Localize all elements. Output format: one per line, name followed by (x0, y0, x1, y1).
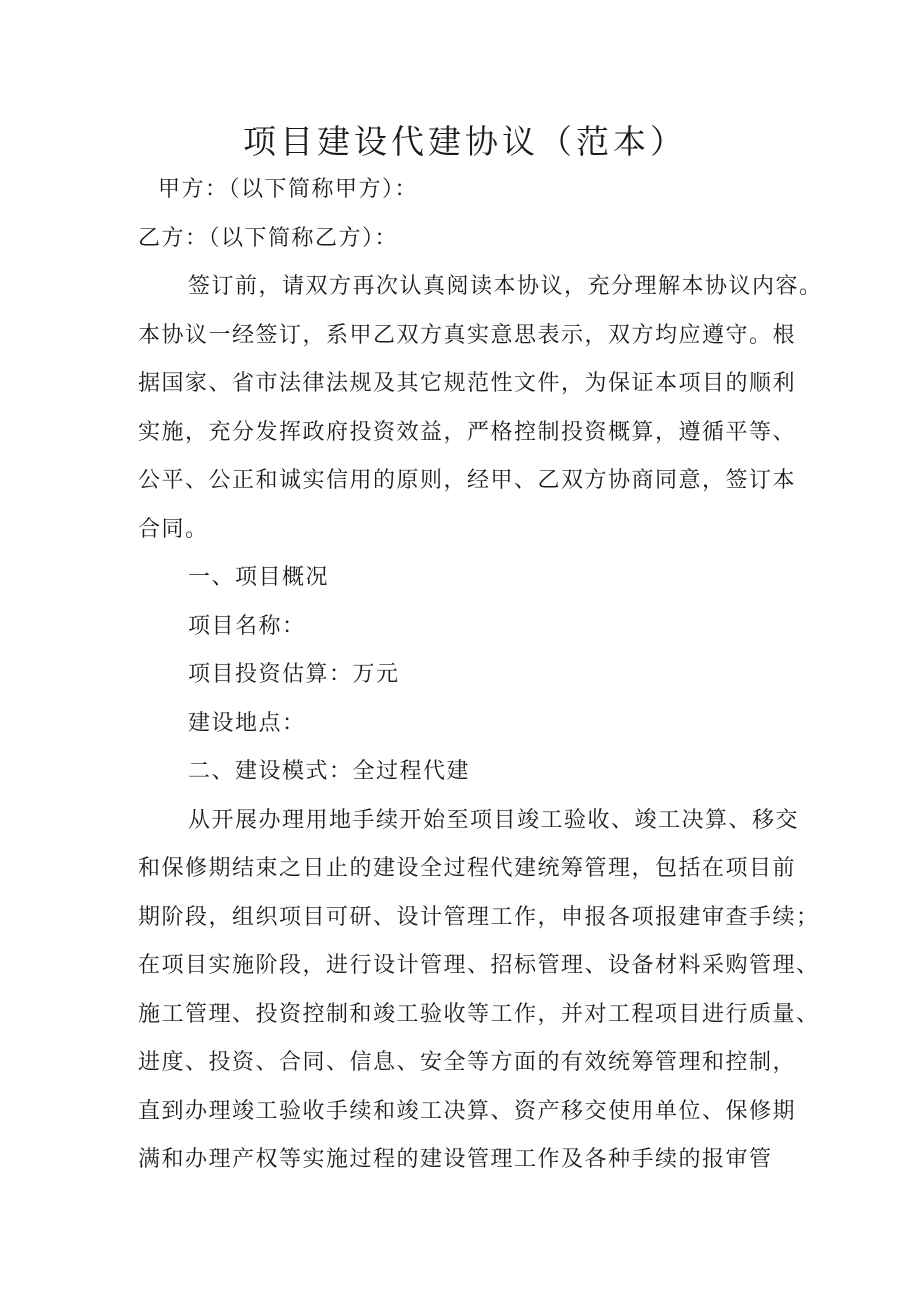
section-2-heading: 二、建设模式：全过程代建 (188, 759, 471, 784)
preamble-line: 据国家、省市法律法规及其它规范性文件，为保证本项目的顺利 (138, 371, 797, 396)
section-2-line: 在项目实施阶段，进行设计管理、招标管理、设备材料采购管理、 (138, 953, 820, 978)
preamble-line: 合同。 (138, 516, 209, 542)
section-2-line: 进度、投资、合同、信息、安全等方面的有效统筹管理和控制， (138, 1050, 797, 1075)
preamble-line: 签订前，请双方再次认真阅读本协议，充分理解本协议内容。 (188, 274, 823, 299)
section-2-line: 从开展办理用地手续开始至项目竣工验收、竣工决算、移交 (188, 807, 800, 833)
document-title: 项目建设代建协议（范本） (243, 122, 687, 161)
preamble-paragraph (138, 263, 823, 554)
party-a-line: 甲方：（以下简称甲方）： (158, 177, 419, 202)
preamble-line: 本协议一经签订，系甲乙双方真实意思表示，双方均应遵守。根 (138, 322, 797, 348)
party-b-line: 乙方：（以下简称乙方）： (138, 225, 399, 251)
preamble-line: 实施，充分发挥政府投资效益，严格控制投资概算，遵循平等、 (138, 419, 797, 445)
section-2-line: 直到办理竣工验收手续和竣工决算、资产移交使用单位、保修期 (138, 1098, 797, 1124)
build-location-field: 建设地点： (188, 710, 306, 736)
preamble-line: 公平、公正和诚实信用的原则，经甲、乙双方协商同意，签订本 (138, 468, 797, 493)
section-2-line: 和保修期结束之日止的建设全过程代建统筹管理，包括在项目前 (138, 856, 797, 881)
section-2-line: 施工管理、投资控制和竣工验收等工作，并对工程项目进行质量、 (138, 1001, 820, 1027)
project-name-field: 项目名称： (188, 613, 306, 639)
section-2-paragraph (138, 797, 820, 1185)
section-2-line: 期阶段，组织项目可研、设计管理工作，申报各项报建审查手续； (138, 904, 820, 930)
project-investment-field: 项目投资估算：万元 (188, 662, 400, 687)
section-1-heading: 一、项目概况 (188, 565, 330, 590)
section-2-line: 满和办理产权等实施过程的建设管理工作及各种手续的报审管 (138, 1147, 773, 1172)
